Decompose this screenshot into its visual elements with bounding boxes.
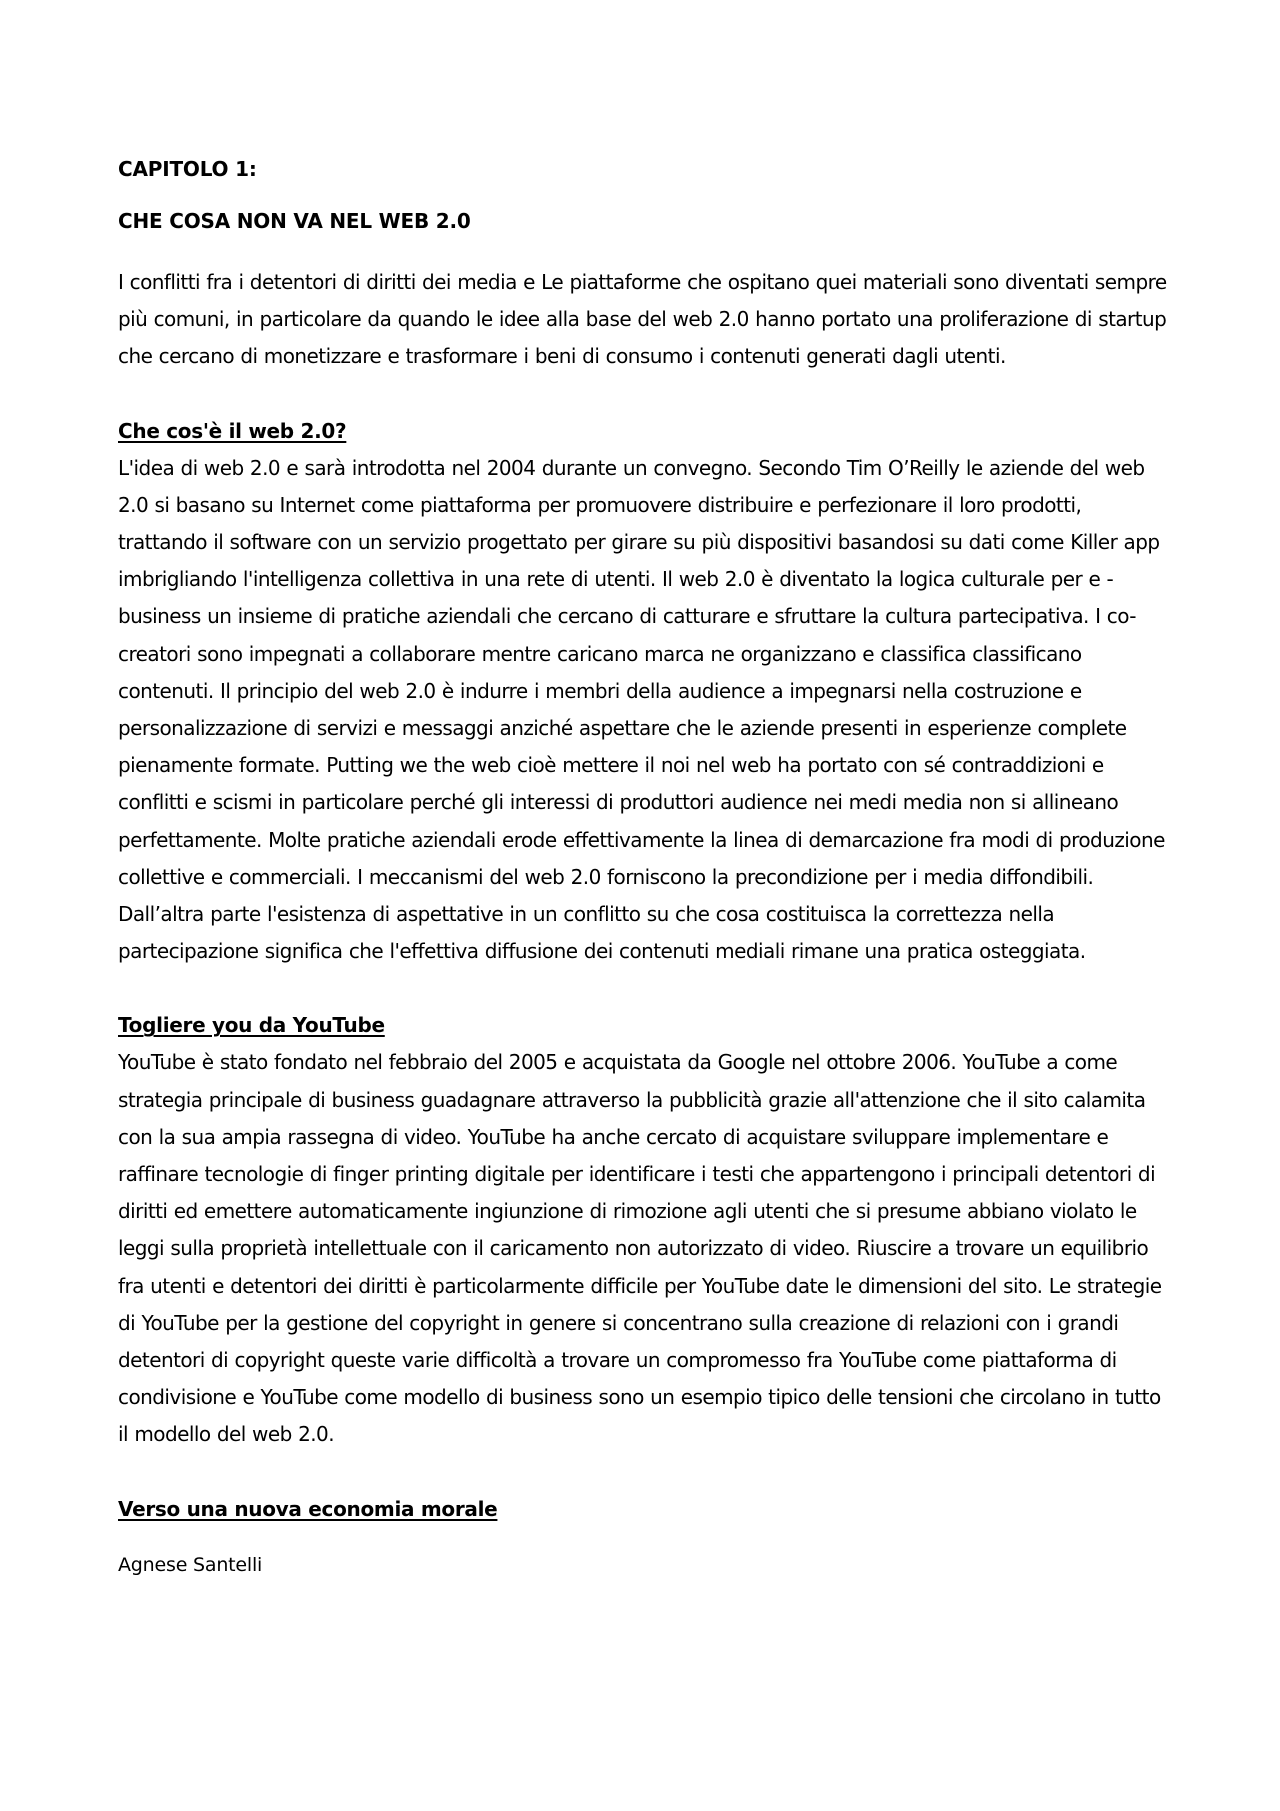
section-heading-moral-economy: Verso una nuova economia morale <box>118 1496 498 1521</box>
author-name: Agnese Santelli <box>118 1553 263 1576</box>
section-body-web20: L'idea di web 2.0 e sarà introdotta nel 2004 durante un convegno. Secondo Tim O’Reilly le aziende del web 2.0 si basano su Internet come piattaforma per promuovere distribuire e perfezionare il loro prodotti, trattando il software con un servizio progettato per girare su più dispositivi basandosi su dati come Killer app imbrigliando l'intelligenza collettiva in una rete di utenti. Il web 2.0 è diventato la logica culturale per e - business un insieme di pratiche aziendali che cercano di catturare e sfruttare la cultura partecipativa. I co-creatori sono impegnati a collaborare mentre caricano marca ne organizzano e classifica classificano contenuti. Il principio del web 2.0 è indurre i membri della audience a impegnarsi nella costruzione e personalizzazione di servizi e messaggi anziché aspettare che le aziende presenti in esperienze complete pienamente formate. Putting we the web cioè mettere il noi nel web ha portato con sé contraddizioni e conflitti e scismi in particolare perché gli interessi di produttori audience nei medi media non si allineano perfettamente. Molte pratiche aziendali erode effettivamente la linea di demarcazione fra modi di produzione collettive e commerciali. I meccanismi del web 2.0 forniscono la precondizione per i media diffondibili. Dall’altra parte l'esistenza di aspettative in un conflitto su che cosa costituisca la correttezza nella partecipazione significa che l'effettiva diffusione dei contenuti mediali rimane una pratica osteggiata. <box>118 455 1165 964</box>
spacer <box>118 376 1173 413</box>
section-heading-youtube: Togliere you da YouTube <box>118 1013 385 1038</box>
intro-paragraph: I conflitti fra i detentori di diritti dei media e Le piattaforme che ospitano quei materiali sono diventati sempre più comuni, in particolare da quando le idee alla base del web 2.0 hanno portato una proliferazione di startup che cercano di monetizzare e trasformare i beni di consumo i contenuti generati dagli utenti. <box>118 270 1167 369</box>
spacer <box>118 970 1173 1007</box>
section-body-youtube: YouTube è stato fondato nel febbraio del 2005 e acquistata da Google nel ottobre 2006. YouTube a come strategia principale di business guadagnare attraverso la pubblicità grazie all'attenzione che il sito calamita con la sua ampia rassegna di video. YouTube ha anche cercato di acquistare sviluppare implementare e raffinare tecnologie di finger printing digitale per identificare i testi che appartengono i principali detentori di diritti ed emettere automaticamente ingiunzione di rimozione agli utenti che si presume abbiano violato le leggi sulla proprietà intellettuale con il caricamento non autorizzato di video. Riuscire a trovare un equilibrio fra utenti e detentori dei diritti è particolarmente difficile per YouTube date le dimensioni del sito. Le strategie di YouTube per la gestione del copyright in genere si concentrano sulla creazione di relazioni con i grandi detentori di copyright queste varie difficoltà a trovare un compromesso fra YouTube come piattaforma di condivisione e YouTube come modello di business sono un esempio tipico delle tensioni che circolano in tutto il modello del web 2.0. <box>118 1050 1162 1447</box>
chapter-label: CAPITOLO 1: <box>118 157 257 181</box>
spacer <box>118 1454 1173 1491</box>
section-heading-web20: Che cos'è il web 2.0? <box>118 418 347 443</box>
document-content <box>118 154 1173 1580</box>
chapter-title: CHE COSA NON VA NEL WEB 2.0 <box>118 209 471 233</box>
